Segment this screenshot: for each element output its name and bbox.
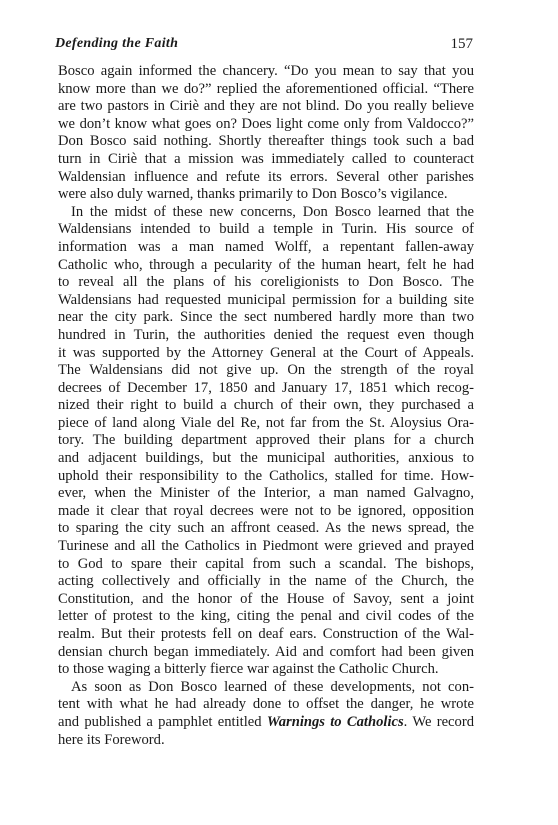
text-line: nized their right to build a church of their own, they purchased a [58, 397, 474, 414]
text-line: realm. But their protests fell on deaf ears. Construction of the Wal- [58, 626, 474, 642]
text-line: Waldensian influence and refute its errors. Several other parishes [58, 168, 474, 185]
text-line: Waldensians had requested municipal permission for a building site [58, 291, 474, 308]
text-line: to those waging a bitterly fierce war against the Catholic Church. [58, 661, 439, 678]
text-line: made it clear that royal decrees were not to be ignored, opposition [58, 502, 474, 519]
text-line: information was a man named Wolff, a repentant fallen-away [58, 238, 474, 255]
text-line: ever, when the Minister of the Interior, a man named Galvagno, [58, 485, 474, 502]
text-line: decrees of December 17, 1850 and January 17, 1851 which recog- [58, 379, 474, 396]
text-line: to God to spare their capital from such a scandal. The bishops, [58, 555, 474, 572]
text-line: to reveal all the plans of his coreligionists to Don Bosco. The [58, 274, 474, 291]
text-line: to sparing the city such an affront ceased. As the news spread, the [58, 520, 474, 537]
text-line: uphold their responsibility to the Catholics, stalled for time. How- [58, 467, 474, 484]
text-line: hundred in Turin, the authorities denied the request even though [58, 326, 474, 343]
running-title: Defending the Faith [55, 36, 179, 51]
text-line: tent with what he had already done to offset the danger, he wrote [58, 696, 474, 713]
line-text-before-title: and published a pamphlet entitled [58, 713, 267, 730]
text-line: Turinese and all the Catholics in Piedmont were grieved and prayed [58, 538, 474, 555]
text-line: The Waldensians did not give up. On the strength of the royal [58, 362, 474, 379]
text-line: here its Foreword. [58, 731, 165, 748]
text-line: Constitution, and the honor of the House of Savoy, sent a joint [58, 590, 474, 607]
text-line: Catholic who, through a pecularity of the human heart, felt he had [58, 256, 474, 273]
text-line: As soon as Don Bosco learned of these developments, not con- [71, 678, 474, 695]
body-text [58, 63, 474, 749]
text-line: Bosco again informed the chancery. “Do you mean to say that you [58, 63, 474, 79]
running-header [55, 36, 473, 56]
text-line: near the city park. Since the sect numbered hardly more than two [58, 309, 474, 326]
text-line [58, 714, 474, 732]
text-line: it was supported by the Attorney General at the Court of Appeals. [58, 344, 474, 361]
pamphlet-title: Warnings to Catholics [266, 713, 404, 730]
text-line: piece of land along Viale del Re, not far from the St. Aloysius Ora- [58, 414, 474, 431]
text-line: tory. The building department approved their plans for a church [58, 432, 474, 449]
text-line: we don’t know what goes on? Does light come only from Valdocco?” [58, 115, 474, 132]
text-line: know more than we do?” replied the aforementioned official. “There [58, 80, 474, 97]
line-text-after-title: . We record [403, 713, 474, 730]
text-line: letter of protest to the king, citing the penal and civil codes of the [58, 608, 474, 625]
text-line: Don Bosco said nothing. Shortly thereafter things took such a bad [58, 133, 474, 150]
text-line: turn in Ciriè that a mission was immediately called to counteract [58, 150, 474, 167]
text-line: densian church began immediately. Aid and comfort had been given [58, 643, 474, 660]
page-number: 157 [450, 36, 473, 52]
text-line: Waldensians intended to build a temple in Turin. His source of [58, 221, 474, 238]
text-line: acting collectively and officially in the name of the Church, the [58, 573, 474, 590]
text-line: In the midst of these new concerns, Don Bosco learned that the [71, 203, 474, 220]
text-line: and adjacent buildings, but the municipal authorities, anxious to [58, 450, 474, 467]
text-line: are two pastors in Ciriè and they are not blind. Do you really believe [58, 98, 474, 115]
text-line: were also duly warned, thanks primarily to Don Bosco’s vigilance. [58, 186, 448, 203]
